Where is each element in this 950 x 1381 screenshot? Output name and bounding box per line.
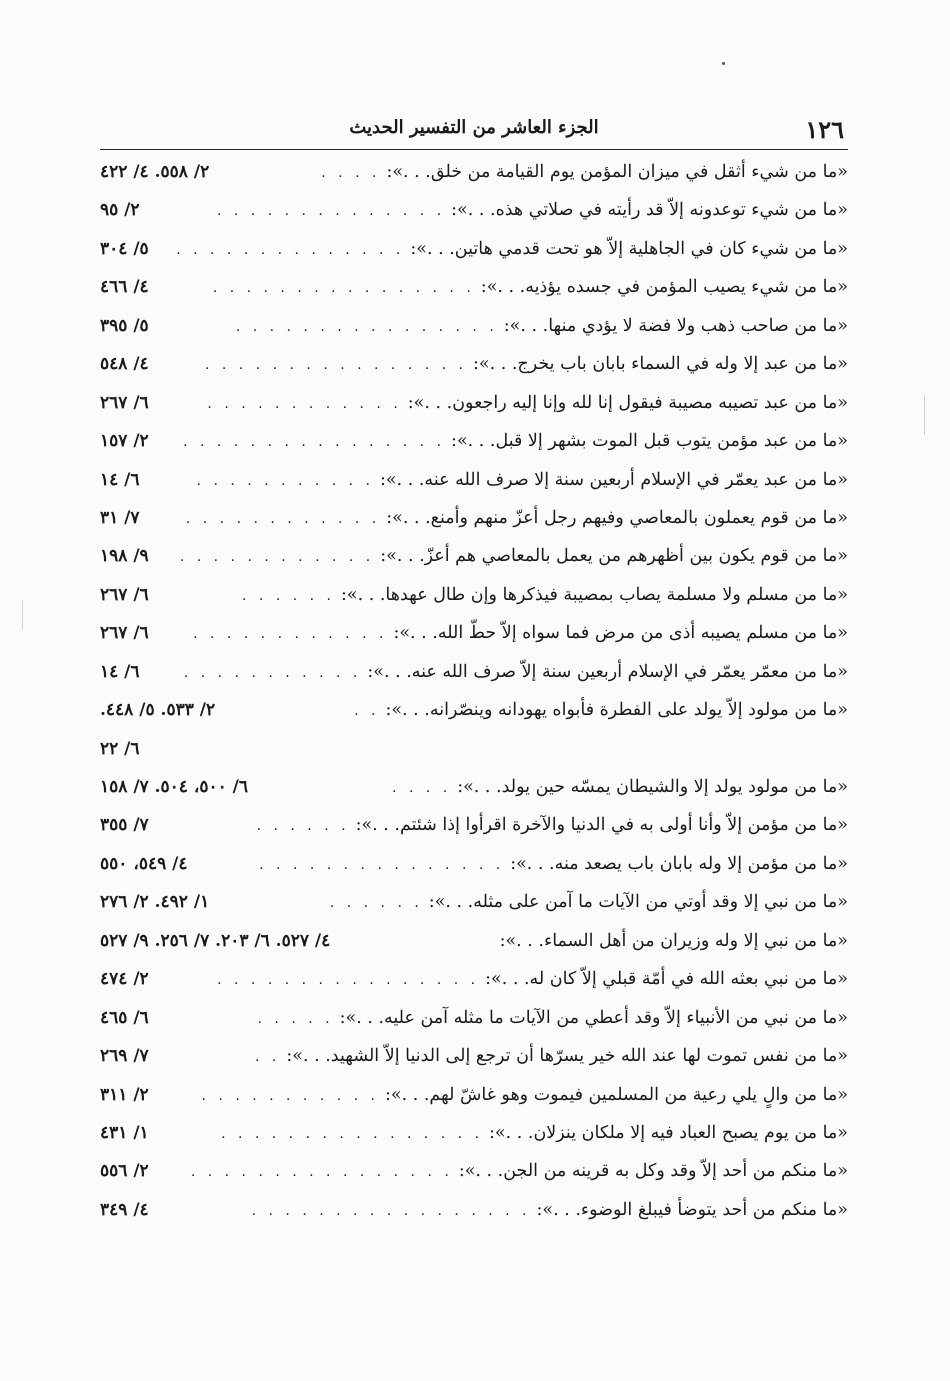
leader-dots: . . . . . . . . . . .	[201, 1087, 379, 1104]
leader-dots: . . . . . .	[242, 587, 335, 604]
scan-mark	[924, 395, 925, 435]
index-entry	[100, 662, 848, 700]
leader-dots: . . . . . . . . . . . . . . . .	[183, 434, 446, 451]
index-entry	[100, 1085, 848, 1123]
hadith-text: «ما من مؤمن إلاّ وأنا أولى به في الدنيا والآخرة اقرأوا إذا شئتم. . .»:	[355, 815, 848, 836]
page-reference: ٢/ ٥٣٣. ٥/ ٤٤٨.	[100, 700, 216, 721]
index-entry	[100, 777, 848, 815]
page-reference: ٤/ ٥٤٩، ٥٥٠	[100, 853, 188, 874]
page-reference: ٤/ ٥٤٨	[100, 354, 149, 375]
page-reference: ٢/ ٤٧٤	[100, 969, 149, 990]
leader-dots: . . . . . . . . . . . . . . . . .	[251, 1202, 531, 1219]
index-entry	[100, 739, 848, 777]
page-reference: ٤/ ٣٤٩	[100, 1199, 149, 1220]
running-title: الجزء العاشر من التفسير الحديث	[349, 117, 599, 138]
page-reference: ٦/ ٢٦٧	[100, 623, 149, 644]
page-reference: ١/ ٤٣١	[100, 1122, 149, 1143]
page-reference: ١/ ٤٩٢. ٢/ ٢٧٦	[100, 892, 210, 913]
page-reference: ٦/ ١٤	[100, 661, 140, 682]
index-entry	[100, 508, 848, 546]
leader-dots: . . . . . . . . . . . . . . . .	[205, 357, 467, 374]
stray-dot	[722, 62, 725, 65]
leader-dots: . . . . . . . . . . . .	[185, 510, 381, 527]
hadith-text: «ما من قوم يكون بين أظهرهم من يعمل بالمعاصي هم أعزّ. . .»:	[380, 546, 848, 567]
hadith-text: «ما من مسلم ولا مسلمة يصاب بمصيبة فيذكرها وإن طال عهدها. . .»:	[340, 584, 848, 605]
leader-dots: . . . . . . . . . . . . . . .	[259, 856, 505, 873]
hadith-text: «ما من عبد تصيبه مصيبة فيقول إنا لله وإنا إليه راجعون. . .»:	[407, 392, 848, 413]
index-entry	[100, 470, 848, 508]
page-reference: ٢/ ٩٥	[100, 200, 140, 221]
index-entry	[100, 1200, 848, 1238]
page-reference: ٧/ ٣١	[100, 507, 140, 528]
leader-dots: . . . . . . . . . . . .	[179, 549, 375, 566]
leader-dots: . . . . .	[257, 1010, 334, 1027]
hadith-text: «ما من شيء يصيب المؤمن في جسده يؤذيه. . .»:	[480, 277, 848, 298]
page-reference: ٢/ ٣١١	[100, 1084, 149, 1105]
index-entry	[100, 162, 848, 200]
hadith-text: «ما من يوم يصبح العباد فيه إلا ملكان ينزلان. . .»:	[489, 1122, 848, 1143]
index-entry	[100, 354, 848, 392]
hadith-text: «ما من نبي إلا وقد أوتي من الآيات ما آمن على مثله. . .»:	[428, 892, 848, 913]
leader-dots: . .	[255, 1049, 281, 1066]
index-entry	[100, 854, 848, 892]
leader-dots: . . . . . . . . . . . . . . . .	[235, 318, 498, 335]
index-entry	[100, 815, 848, 853]
index-entry	[100, 277, 848, 315]
page-number: ١٢٦	[805, 115, 844, 144]
index-entry	[100, 931, 848, 969]
hadith-text: «ما من نبي بعثه الله في أمّة قبلي إلاّ كان له. . .»:	[485, 969, 848, 990]
page-reference: ٤/ ٤٦٦	[100, 277, 149, 298]
index-entry	[100, 393, 848, 431]
index-list	[100, 162, 848, 1238]
page-reference: ٢/ ١٥٧	[100, 431, 149, 452]
index-entry	[100, 239, 848, 277]
leader-dots: . . . . . . . . . . . . . . . .	[217, 972, 480, 989]
leader-dots: . . . .	[321, 165, 381, 181]
page-reference: ٦/ ٢٦٧	[100, 392, 149, 413]
page-reference: ٤/ ٥٢٧. ٦/ ٢٠٣. ٧/ ٢٥٦. ٩/ ٥٢٧	[100, 930, 331, 951]
page-reference: ٦/ ٤٦٥	[100, 1007, 149, 1028]
leader-dots: . . . . . . . . . . . . . .	[176, 241, 405, 258]
index-entry	[100, 969, 848, 1007]
index-entry	[100, 431, 848, 469]
leader-dots: . . . . . . . . . . . . . . . .	[190, 1164, 453, 1181]
leader-dots: . . . . . . . . . . . . . . . .	[212, 280, 475, 297]
leader-dots: . . . . . . . . . . . . . . . .	[221, 1125, 484, 1142]
leader-dots: . . . . . . . . . . . .	[193, 626, 388, 643]
page-reference: ٦/ ٢٢	[100, 738, 140, 759]
page-reference: ٩/ ١٩٨	[100, 546, 149, 567]
hadith-text: «ما من شيء أثقل في ميزان المؤمن يوم القيامة من خلق. . .»:	[386, 162, 848, 182]
index-entry	[100, 316, 848, 354]
index-entry	[100, 1123, 848, 1161]
page-reference: ٦/ ١٤	[100, 469, 140, 490]
leader-dots: . . . . . . . . . . . .	[207, 395, 402, 412]
leader-dots: . .	[354, 703, 380, 720]
index-entry	[100, 1161, 848, 1199]
scan-mark	[22, 600, 23, 630]
hadith-text: «ما منكم من أحد يتوضأ فيبلغ الوضوء. . .»:	[536, 1199, 848, 1220]
hadith-text: «ما من والٍ يلي رعية من المسلمين فيموت وهو غاشّ لهم. . .»:	[384, 1084, 848, 1105]
hadith-text: «ما من مولود يولد إلا والشيطان يمسّه حين يولد. . .»:	[457, 777, 848, 797]
hadith-text: «ما من عبد مؤمن يتوب قبل الموت بشهر إلا قبل. . .»:	[451, 431, 848, 452]
page-reference: ٥/ ٣٠٤	[100, 238, 149, 259]
hadith-text: «ما من قوم يعملون بالمعاصي وفيهم رجل أعزّ منهم وأمنع. . .»:	[386, 507, 848, 528]
page-header	[100, 113, 848, 150]
hadith-text: «ما من مسلم يصيبه أذى من مرض فما سواه إلاّ حطّ الله. . .»:	[393, 623, 848, 644]
page-reference: ٧/ ٣٥٥	[100, 815, 149, 836]
index-entry	[100, 892, 848, 930]
leader-dots: . . . . . . . . . . .	[183, 664, 362, 681]
page-reference: ٢/ ٥٥٦	[100, 1161, 149, 1182]
index-entry	[100, 546, 848, 584]
hadith-text: «ما من عبد يعمّر في الإسلام أربعين سنة إلا صرف الله عنه. . .»:	[380, 469, 848, 490]
page-reference: ٦/ ٥٠٠، ٥٠٤. ٧/ ١٥٨	[100, 777, 249, 797]
hadith-text: «ما من معمّر يعمّر في الإسلام أربعين سنة إلاّ صرف الله عنه. . .»:	[367, 661, 848, 682]
index-entry	[100, 1046, 848, 1084]
hadith-text: «ما من نبي إلا وله وزيران من أهل السماء. . .»:	[499, 930, 848, 951]
hadith-text: «ما من نفس تموت لها عند الله خير يسرّها أن ترجع إلى الدنيا إلاّ الشهيد. . .»:	[286, 1046, 848, 1067]
hadith-text: «ما منكم من أحد إلاّ وقد وكل به قرينه من الجن. . .»:	[458, 1161, 848, 1182]
page-reference: ٧/ ٢٦٩	[100, 1046, 149, 1067]
hadith-text: «ما من شيء توعدونه إلاّ قد رأيته في صلاتي هذه. . .»:	[451, 200, 848, 221]
hadith-text: «ما من نبي من الأنبياء إلاّ وقد أعطي من الآيات ما مثله آمن عليه. . .»:	[339, 1007, 848, 1028]
index-entry	[100, 1008, 848, 1046]
hadith-text: «ما من مؤمن إلا وله بابان باب يصعد منه. . .»:	[510, 853, 848, 874]
page-reference: ٥/ ٣٩٥	[100, 315, 149, 336]
leader-dots: . . . . . .	[256, 818, 350, 835]
hadith-text: «ما من صاحب ذهب ولا فضة لا يؤدي منها. . .»:	[503, 315, 848, 336]
hadith-text: «ما من عبد إلا وله في السماء بابان باب يخرج. . .»:	[473, 354, 848, 375]
index-entry	[100, 200, 848, 238]
index-entry	[100, 700, 848, 738]
leader-dots: . . . .	[392, 780, 452, 796]
leader-dots: . . . . . . . . . . .	[196, 472, 375, 489]
leader-dots: . . . . . . . . . . . . . .	[217, 203, 446, 220]
hadith-text: «ما من شيء كان في الجاهلية إلاّ هو تحت قدمي هاتين. . .»:	[410, 238, 848, 259]
page-reference: ٦/ ٢٦٧	[100, 584, 149, 605]
page-reference: ٢/ ٥٥٨. ٤/ ٤٢٢	[100, 162, 210, 182]
leader-dots: . . . . . .	[329, 895, 423, 912]
hadith-text: «ما من مولود إلاّ يولد على الفطرة فأبواه يهودانه وينصّرانه. . .»:	[385, 700, 848, 721]
index-entry	[100, 585, 848, 623]
index-entry	[100, 623, 848, 661]
